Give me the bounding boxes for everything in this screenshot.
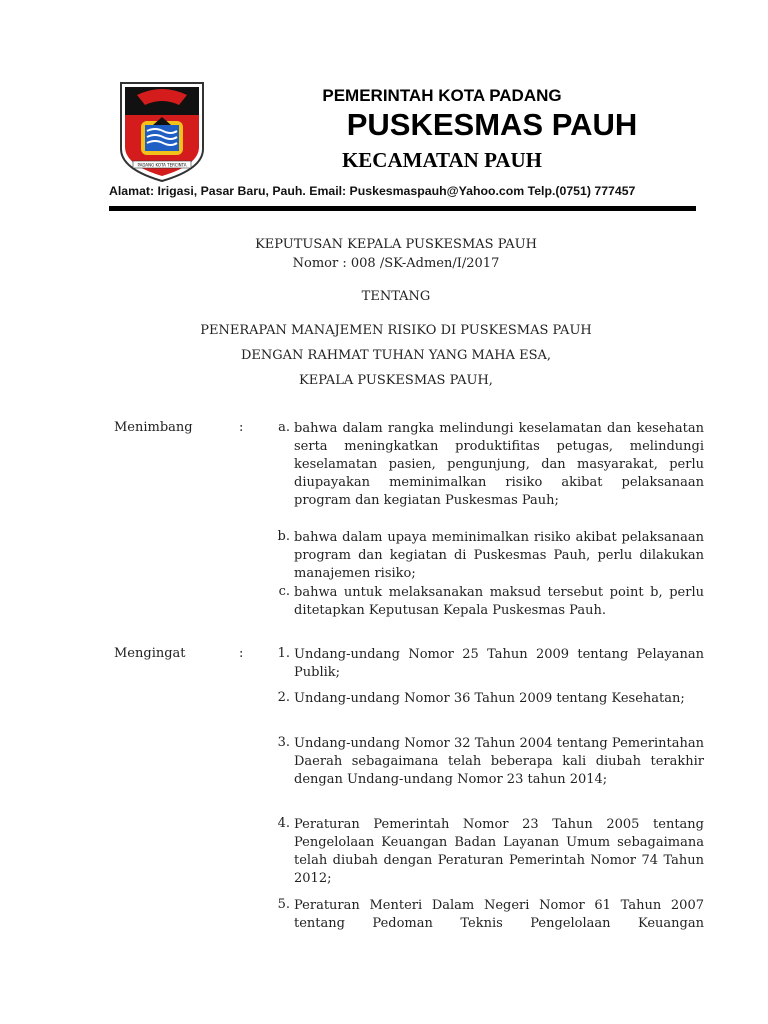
item-text: Peraturan Pemerintah Nomor 23 Tahun 2005 tentang Pengelolaan Keuangan Badan Layanan Umum sebagaimana telah diubah dengan Peraturan Pemerintah Nomor 74 Tahun 2012; xyxy=(294,817,704,886)
decree-subject: PENERAPAN MANAJEMEN RISIKO DI PUSKESMAS PAUH xyxy=(200,323,592,338)
decree-number: Nomor : 008 /SK-Admen/I/2017 xyxy=(292,256,500,271)
logo-motto-text: PADANG KOTA TERCINTA xyxy=(137,162,187,168)
item-marker: 3. xyxy=(277,735,290,750)
mengingat-label: Mengingat xyxy=(114,646,186,661)
city-emblem-logo xyxy=(119,81,205,183)
item-marker: 1. xyxy=(277,646,290,661)
item-text: bahwa untuk melaksanakan maksud tersebut point b, perlu ditetapkan Keputusan Kepala Puskesmas Pauh. xyxy=(294,585,704,618)
item-text: bahwa dalam upaya meminimalkan risiko akibat pelaksanaan program dan kegiatan di Puskesmas Pauh, perlu dilakukan manajemen risiko; xyxy=(294,530,704,581)
decree-title: KEPUTUSAN KEPALA PUSKESMAS PAUH xyxy=(255,237,537,252)
menimbang-colon: : xyxy=(239,420,244,435)
blessing-line: DENGAN RAHMAT TUHAN YANG MAHA ESA, xyxy=(240,348,552,363)
letterhead-divider xyxy=(109,206,696,211)
item-marker: c. xyxy=(278,584,290,599)
item-marker: 4. xyxy=(277,816,290,831)
item-text: Peraturan Menteri Dalam Negeri Nomor 61 Tahun 2007 tentang Pedoman Teknis Pengelolaan Keuangan xyxy=(294,898,704,931)
mengingat-colon: : xyxy=(239,646,244,661)
item-text: Undang-undang Nomor 32 Tahun 2004 tentang Pemerintahan Daerah sebagaimana telah beberapa kali diubah terakhir dengan Undang-undang Nomor 23 tahun 2014; xyxy=(294,736,704,787)
menimbang-label: Menimbang xyxy=(114,420,193,435)
item-text: Undang-undang Nomor 36 Tahun 2009 tentang Kesehatan; xyxy=(294,691,685,706)
head-title: KEPALA PUSKESMAS PAUH, xyxy=(299,373,493,388)
institution-name: PUSKESMAS PAUH xyxy=(346,107,638,142)
district-name: KECAMATAN PAUH xyxy=(341,148,543,172)
government-name: PEMERINTAH KOTA PADANG xyxy=(322,86,562,105)
item-marker: 5. xyxy=(277,897,290,912)
item-text: Undang-undang Nomor 25 Tahun 2009 tentang Pelayanan Publik; xyxy=(294,647,704,680)
item-text: bahwa dalam rangka melindungi keselamatan dan kesehatan serta meningkatkan produktifitas petugas, melindungi keselamatan pasien, pengunjung, dan masyarakat, perlu diupayakan meminimalkan risiko akibat pelaksanaan program dan kegiatan Puskesmas Pauh; xyxy=(294,421,704,508)
address-line: Alamat: Irigasi, Pasar Baru, Pauh. Email: Puskesmaspauh@Yahoo.com Telp.(0751) 777457 xyxy=(109,184,636,198)
item-marker: b. xyxy=(277,529,290,544)
item-marker: a. xyxy=(278,420,290,435)
about-heading: TENTANG xyxy=(361,289,431,304)
item-marker: 2. xyxy=(277,690,290,705)
